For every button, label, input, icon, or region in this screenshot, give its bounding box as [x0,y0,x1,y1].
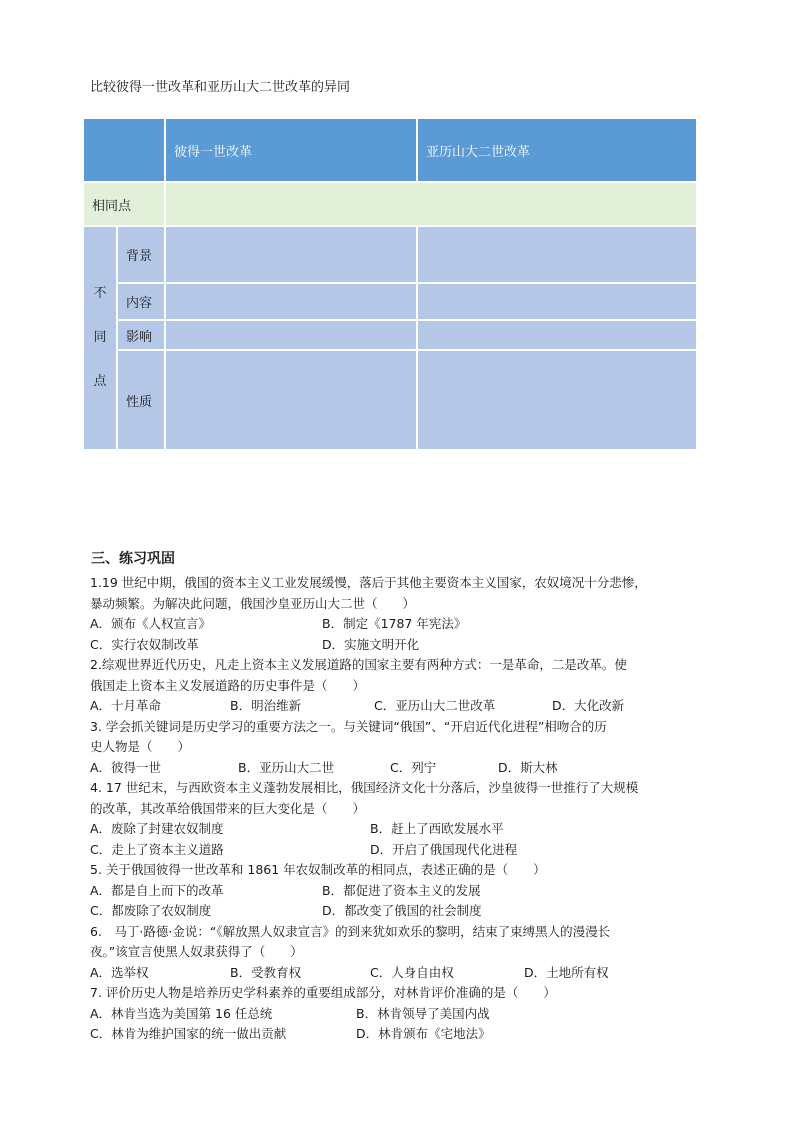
peter-background-cell[interactable] [166,227,416,282]
similarity-answer-cell[interactable] [166,183,696,225]
option-a[interactable]: A．颁布《人权宣言》 [90,616,212,631]
question-1-line-1: 1.19 世纪中期，俄国的资本主义工业发展缓慢，落后于其他主要资本主义国家，农奴境况十分悲惨， [90,575,647,590]
header-peter-reform: 彼得一世改革 [166,119,416,181]
question-7-options-cd [90,1024,706,1045]
table-title: 比较彼得一世改革和亚历山大二世改革的异同 [90,80,351,95]
option-d[interactable]: D．林肯颁布《宅地法》 [356,1026,491,1041]
option-a[interactable]: A．选举权 [90,964,149,980]
option-c[interactable]: C．列宁 [390,759,437,775]
question-3-line-2: 史人物是（ ） [90,739,191,754]
question-2-options [90,696,706,717]
option-a[interactable]: A．林肯当选为美国第 16 任总统 [90,1005,273,1021]
option-b[interactable]: B．赶上了西欧发展水平 [370,821,504,836]
difference-row-nature [84,351,696,449]
question-5-options-cd [90,901,706,922]
similarity-label: 相同点 [84,183,164,225]
option-d[interactable]: D．开启了俄国现代化进程 [370,841,518,857]
similarity-row [84,183,696,225]
option-b[interactable]: B．制定《1787 年宪法》 [322,616,467,631]
question-5-line-1: 5. 关于俄国彼得一世改革和 1861 年农奴制改革的相同点，表述正确的是（ ） [90,862,546,877]
option-c[interactable]: C．实行农奴制改革 [90,636,199,652]
table-header-row [84,119,696,181]
difference-row-content [84,284,696,319]
row-label-impact: 影响 [118,321,164,349]
option-b[interactable]: B．都促进了资本主义的发展 [322,882,481,898]
alexander-impact-cell[interactable] [418,321,696,349]
peter-nature-cell[interactable] [166,351,416,449]
question-6-options [90,963,706,984]
header-corner-cell [84,119,164,181]
difference-label-char: 点 [93,374,107,389]
header-alexander-reform: 亚历山大二世改革 [418,119,696,181]
comparison-table [82,117,698,451]
option-d[interactable]: D．大化改新 [552,698,625,713]
peter-content-cell[interactable] [166,284,416,319]
question-7-options-ab [90,1004,706,1025]
option-d[interactable]: D．斯大林 [498,759,558,775]
question-7-line-1: 7. 评价历史人物是培养历史学科素养的重要组成部分，对林肯评价准确的是（ ） [90,985,556,1000]
option-b[interactable]: B．林肯领导了美国内战 [356,1005,490,1021]
question-4-line-1: 4. 17 世纪末，与西欧资本主义蓬勃发展相比，俄国经济文化十分落后，沙皇彼得一世推行了大规模 [90,780,639,795]
option-c[interactable]: C．人身自由权 [370,964,454,980]
question-5-options-ab [90,881,706,902]
question-3-options [90,758,706,779]
row-label-content: 内容 [118,284,164,319]
peter-impact-cell[interactable] [166,321,416,349]
option-b[interactable]: B．受教育权 [230,964,302,980]
section-heading: 三、练习巩固 [91,551,175,567]
question-4-options-cd [90,840,706,861]
question-6-line-1: 6. 马丁·路德·金说：“《解放黑人奴隶宣言》的到来犹如欢乐的黎明，结束了束缚黑人的漫漫长 [90,923,611,939]
option-c[interactable]: C．林肯为维护国家的统一做出贡献 [90,1026,287,1041]
option-c[interactable]: C．都废除了农奴制度 [90,903,212,918]
option-d[interactable]: D．土地所有权 [524,964,609,980]
question-4-options-ab [90,819,706,840]
option-b[interactable]: B．亚历山大二世 [238,759,335,775]
question-2-line-1: 2.综观世界近代历史，凡走上资本主义发展道路的国家主要有两种方式：一是革命，二是改革。使 [90,657,627,672]
difference-label-char: 同 [93,330,107,345]
row-label-background: 背景 [118,227,164,282]
option-c[interactable]: C．走上了资本主义道路 [90,841,224,857]
option-b[interactable]: B．明治维新 [230,698,302,713]
difference-label-char: 不 [93,286,107,301]
difference-row-impact [84,321,696,349]
alexander-content-cell[interactable] [418,284,696,319]
option-d[interactable]: D．都改变了俄国的社会制度 [322,903,482,918]
option-a[interactable]: A．都是自上而下的改革 [90,882,224,898]
question-4-line-2: 的改革，其改革给俄国带来的巨大变化是（ ） [90,800,366,816]
alexander-nature-cell[interactable] [418,351,696,449]
row-label-nature: 性质 [118,351,164,449]
question-6-line-2: 夜。”该宣言使黑人奴隶获得了（ ） [90,944,303,959]
question-1-line-2: 暴动频繁。为解决此问题，俄国沙皇亚历山大二世（ ） [90,595,416,611]
difference-label [84,227,116,449]
question-1-options-cd [90,635,706,656]
question-1-options-ab [90,614,706,635]
option-a[interactable]: A．彼得一世 [90,759,162,775]
option-d[interactable]: D．实施文明开化 [322,636,420,652]
difference-row-background [84,227,696,282]
option-a[interactable]: A．十月革命 [90,698,162,713]
option-c[interactable]: C．亚历山大二世改革 [374,698,496,713]
question-list [90,573,706,1045]
question-2-line-2: 俄国走上资本主义发展道路的历史事件是（ ） [90,677,366,693]
question-3-line-1: 3. 学会抓关键词是历史学习的重要方法之一。与关键词“俄国”、“开启近代化进程”相吻合的历 [90,718,607,734]
option-a[interactable]: A．废除了封建农奴制度 [90,821,224,836]
alexander-background-cell[interactable] [418,227,696,282]
